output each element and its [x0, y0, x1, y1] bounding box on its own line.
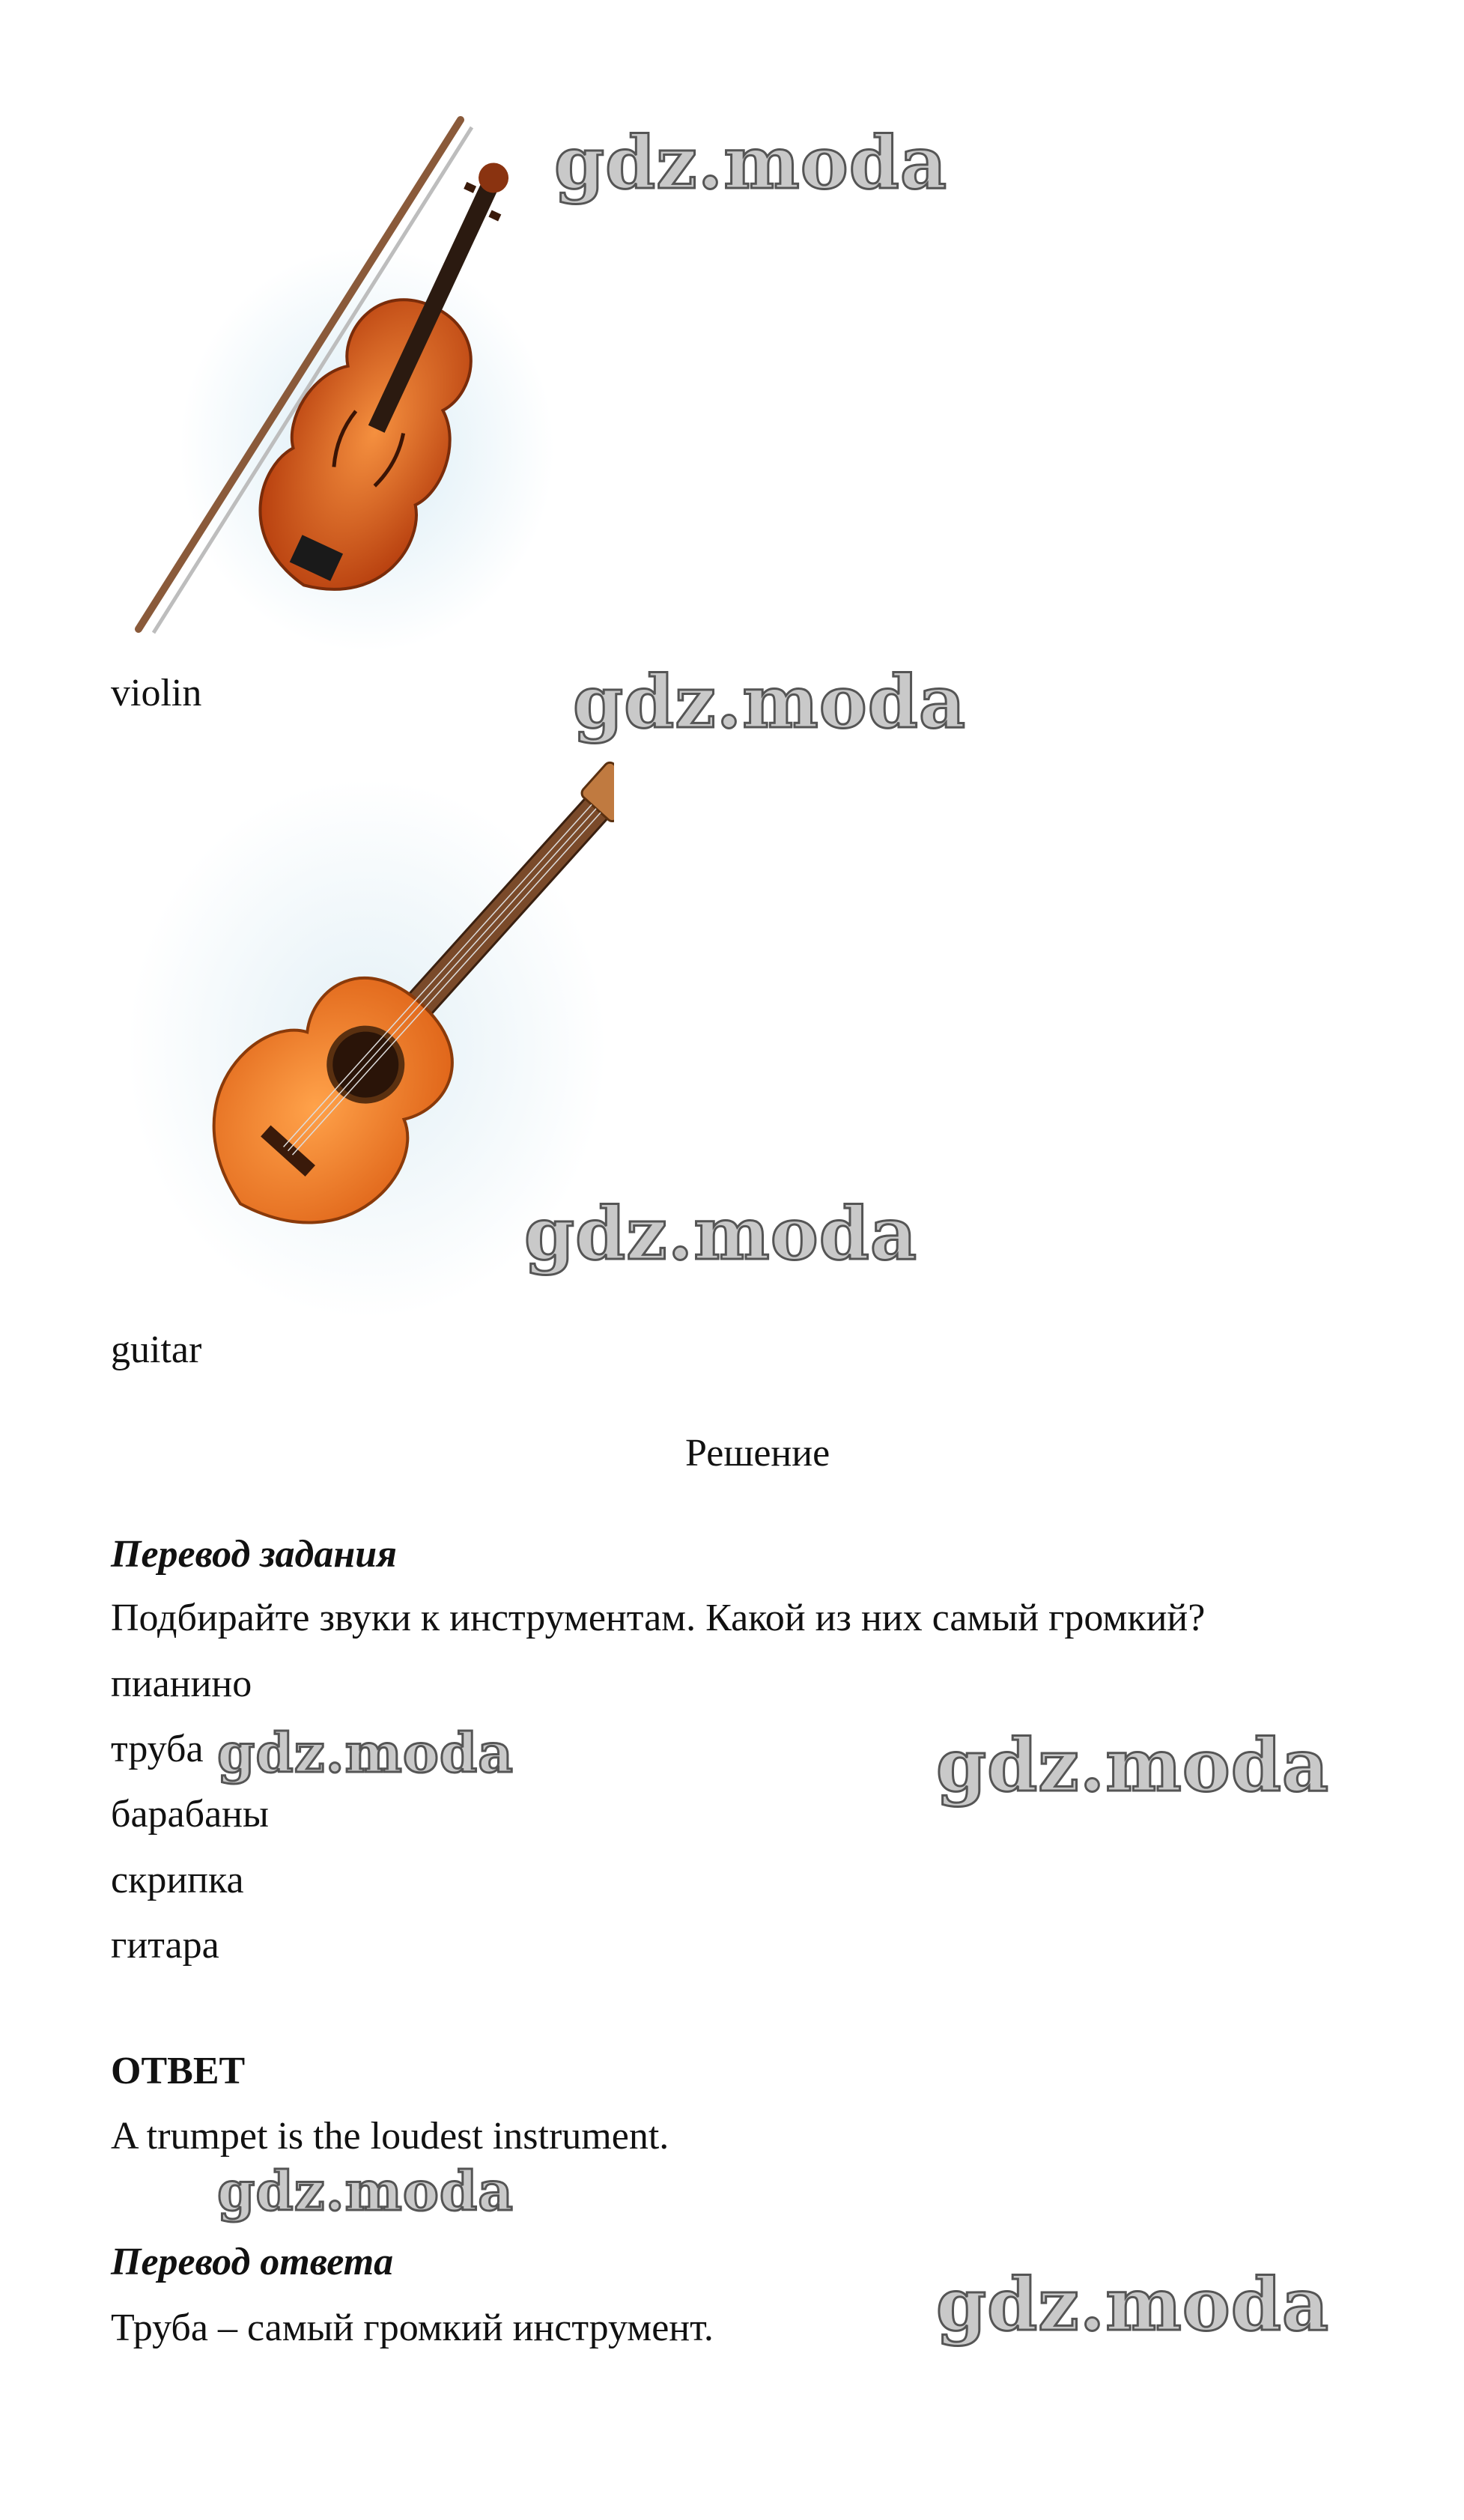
- answer-translation-heading: Перевод ответа: [111, 2241, 394, 2283]
- watermark: gdz.moda: [217, 2159, 514, 2223]
- violin-image: [120, 105, 569, 659]
- list-item: скрипка: [111, 1859, 244, 1901]
- answer-text: A trumpet is the loudest instrument.: [111, 2115, 669, 2158]
- watermark: gdz.moda: [573, 660, 967, 744]
- watermark: gdz.moda: [524, 1191, 918, 1276]
- violin-caption: violin: [111, 672, 202, 714]
- answer-translation-text: Труба – самый громкий инструмент.: [111, 2307, 714, 2349]
- solution-heading: Решение: [685, 1432, 830, 1475]
- watermark: gdz.moda: [554, 121, 948, 205]
- watermark: gdz.moda: [936, 1723, 1330, 1808]
- list-item: гитара: [111, 1924, 219, 1967]
- list-item: барабаны: [111, 1793, 269, 1836]
- watermark: gdz.moda: [936, 2262, 1330, 2347]
- list-item: труба: [111, 1728, 204, 1770]
- task-instruction: Подбирайте звуки к инструментам. Какой из них самый громкий?: [111, 1597, 1206, 1639]
- list-item: пианино: [111, 1663, 252, 1705]
- answer-heading: ОТВЕТ: [111, 2050, 246, 2092]
- guitar-caption: guitar: [111, 1329, 202, 1371]
- watermark: gdz.moda: [217, 1721, 514, 1785]
- task-translation-heading: Перевод задания: [111, 1533, 397, 1576]
